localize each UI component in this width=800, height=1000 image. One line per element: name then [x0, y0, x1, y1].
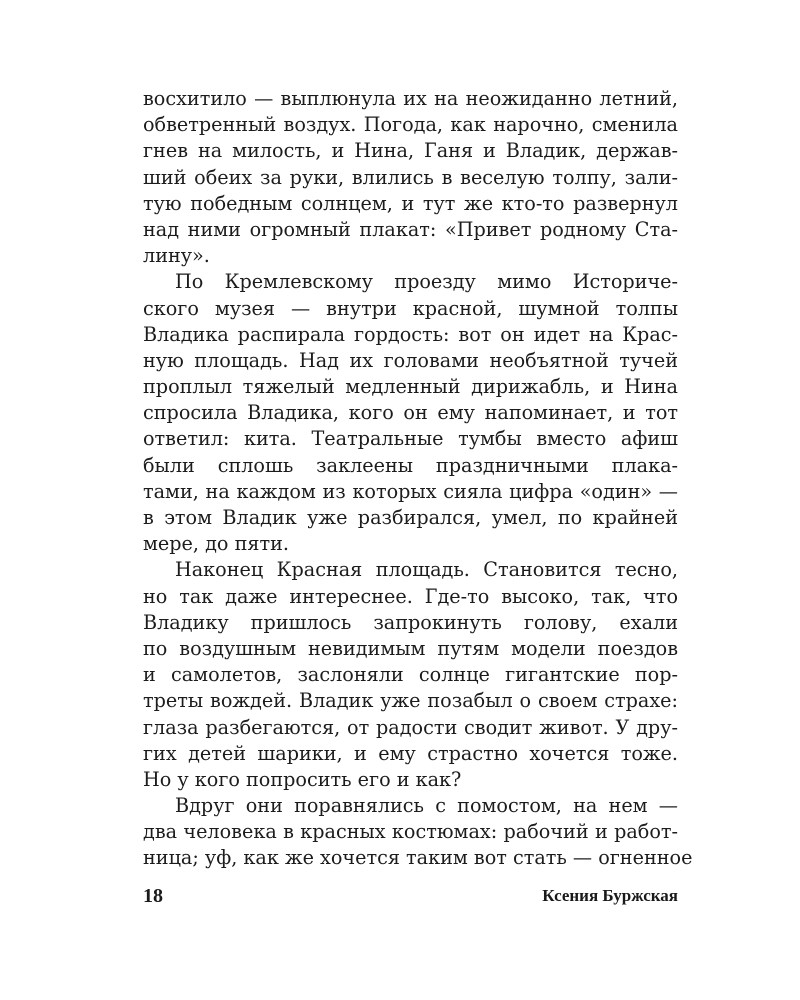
text-line: тую победным солнцем, и тут же кто-то развернул — [143, 191, 678, 215]
text-line: были сплошь заклеены праздничными плака- — [143, 453, 678, 477]
text-line: Но у кого попросить его и как? — [143, 767, 462, 791]
text-line: Владику пришлось запрокинуть голову, ехали — [143, 610, 678, 634]
text-line: Наконец Красная площадь. Становится тесно, — [175, 558, 678, 582]
text-line: мере, до пяти. — [143, 532, 289, 556]
page-footer — [143, 885, 678, 909]
text-line: треты вождей. Владик уже позабыл о своем страхе: — [143, 689, 678, 713]
text-line: но так даже интереснее. Где-то высоко, так, что — [143, 584, 678, 608]
text-line: обветренный воздух. Погода, как нарочно, сменила — [143, 113, 678, 137]
text-line: ского музея — внутри красной, шумной толпы — [143, 296, 678, 320]
page-number: 18 — [143, 885, 163, 907]
text-line: гих детей шарики, и ему страстно хочется тоже. — [143, 741, 678, 765]
text-line: в этом Владик уже разбирался, умел, по крайней — [143, 506, 678, 529]
text-line: лину». — [143, 244, 210, 268]
text-line: по воздушным невидимым путям модели поездов — [143, 636, 678, 660]
body-text — [143, 86, 693, 872]
text-line: спросила Владика, кого он ему напоминает, и тот — [143, 401, 678, 425]
text-line: тами, на каждом из которых сияла цифра «один» — — [143, 479, 678, 503]
text-line: ший обеих за руки, влились в веселую толпу, зали- — [143, 165, 678, 189]
text-line: ответил: кита. Театральные тумбы вместо афиш — [143, 427, 678, 451]
text-line: два человека в красных костюмах: рабочий и работ- — [143, 820, 678, 844]
text-line: над ними огромный плакат: «Привет родному Ста- — [143, 217, 678, 241]
text-line: Вдруг они поравнялись с помостом, на нем — — [175, 794, 678, 818]
text-line: восхитило — выплюнула их на неожиданно летний, — [143, 87, 678, 110]
text-line: и самолетов, заслоняли солнце гигантские пор- — [143, 663, 678, 687]
text-line: глаза разбегаются, от радости сводит живот. У дру- — [143, 715, 678, 739]
text-line: По Кремлевскому проезду мимо Историче- — [175, 270, 678, 294]
text-line: проплыл тяжелый медленный дирижабль, и Нина — [143, 375, 678, 399]
text-line: ница; уф, как же хочется таким вот стать — огненное — [143, 846, 693, 870]
running-author: Ксения Буржская — [542, 886, 678, 905]
text-line: ную площадь. Над их головами необъятной тучей — [143, 348, 678, 372]
text-line: Владика распирала гордость: вот он идет на Крас- — [143, 322, 678, 346]
text-line: гнев на милость, и Нина, Ганя и Владик, держав- — [143, 139, 678, 163]
